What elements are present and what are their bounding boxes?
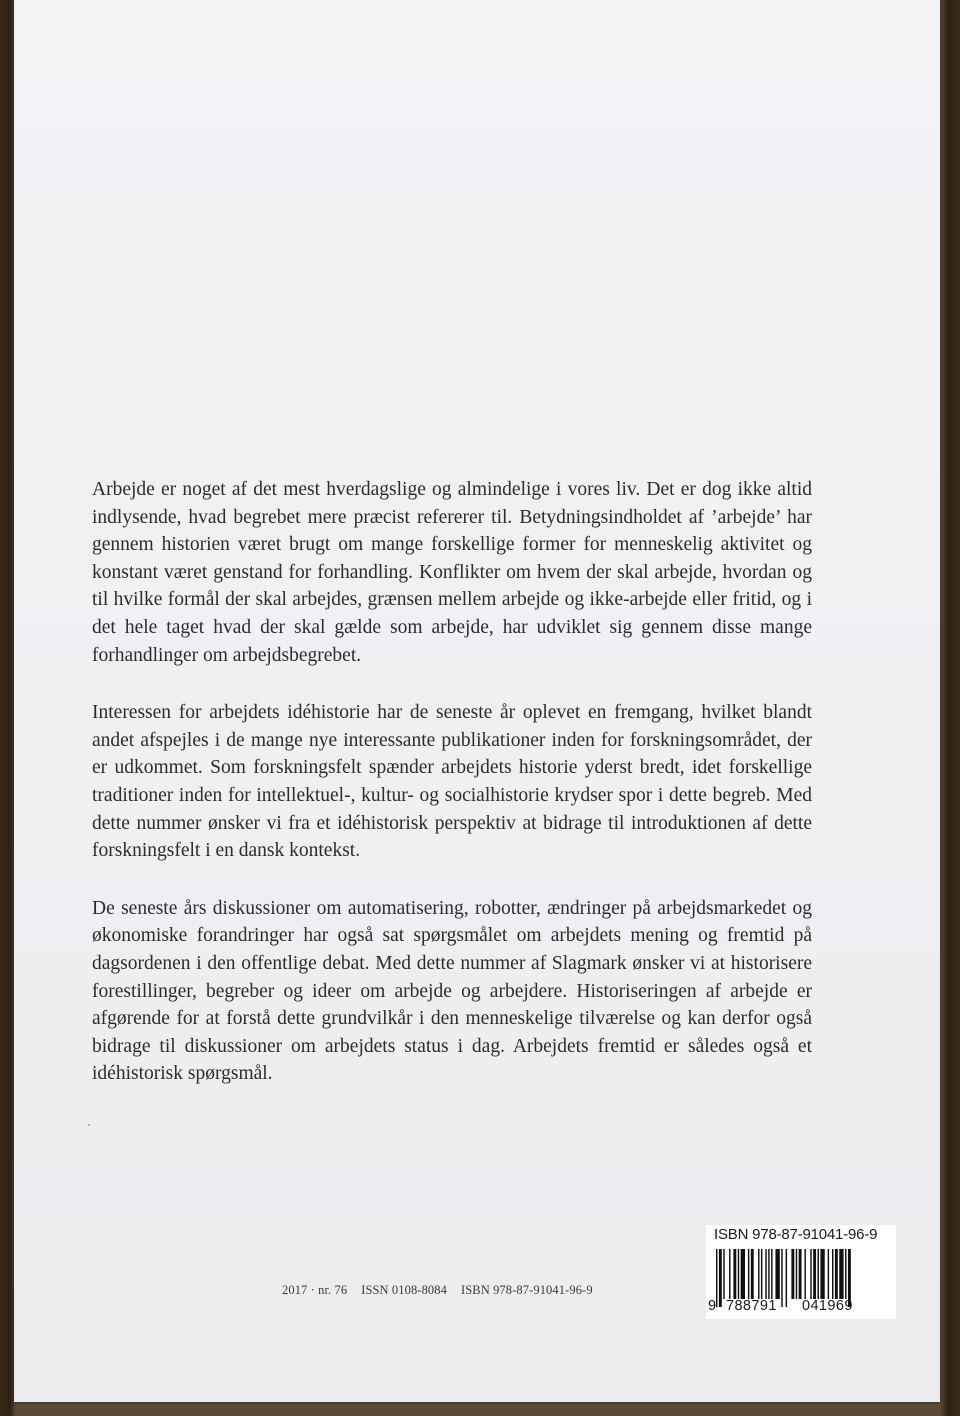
barcode-digits <box>706 1298 896 1314</box>
blurb-paragraph-3: De seneste års diskussioner om automatisering, robotter, ændringer på arbejdsmarkedet og økonomiske forandringer har også sat spørgsmålet om arbejdets mening og fremtid på dagsordenen i den offentlige debat. Med dette nummer af Slagmark ønsker vi at historisere forestillinger, begreber og ideer om arbejde og arbejdere. Historiseringen af arbejde er afgørende for at forstå dette grundvilkår i den menneskelige tilværelse og kan derfor også bidrage til diskussioner om arbejdets status i dag. Arbejdets fremtid er således også et idéhistorisk spørgsmål. <box>92 897 812 1085</box>
isbn-number: ISBN 978-87-91041-96-9 <box>460 1283 593 1297</box>
barcode-digits-right: 041969 <box>802 1298 853 1314</box>
barcode-isbn-text: ISBN 978-87-91041-96-9 <box>714 1226 878 1243</box>
cover-blurb <box>92 476 812 1118</box>
barcode-digits-left: 788791 <box>726 1298 777 1314</box>
barcode-digit-lead: 9 <box>708 1298 717 1314</box>
barcode-label <box>706 1225 896 1319</box>
paper-speck <box>88 1124 90 1126</box>
blurb-paragraph-2: Interessen for arbejdets idéhistorie har de seneste år oplevet en fremgang, hvilket blandt andet afspejles i de mange nye interessante publikationer inden for forskningsområdet, der er udkommet. Som forskningsfelt spænder arbejdets historie yderst bredt, idet forskellige traditioner inden for intellektuel-, kultur- og socialhistorie krydser spor i dette begreb. Med dette nummer ønsker vi fra et idéhistorisk perspektiv at bidrage til introduktionen af dette forskningsfelt i en dansk kontekst. <box>92 702 812 862</box>
issue-number: 2017 · nr. 76 <box>282 1283 348 1297</box>
book-back-cover <box>14 0 940 1402</box>
blurb-paragraph-1: Arbejde er noget af det mest hverdagslige og almindelige i vores liv. Det er dog ikke altid indlysende, hvad begrebet mere præcist refererer til. Betydningsindholdet af ’arbejde’ har gennem historien været brugt om mange forskellige former for menneskelig aktivitet og konstant været genstand for forhandling. Konflikter om hvem der skal arbejde, hvordan og til hvilke formål der skal arbejdes, grænsen mellem arbejde og ikke-arbejde eller fritid, og i det hele taget hvad der skal gælde som arbejde, har udviklet sig gennem disse mange forhandlinger om arbejdsbegrebet. <box>92 479 812 666</box>
publication-info <box>282 1283 593 1298</box>
issn-number: ISSN 0108-8084 <box>361 1283 447 1297</box>
